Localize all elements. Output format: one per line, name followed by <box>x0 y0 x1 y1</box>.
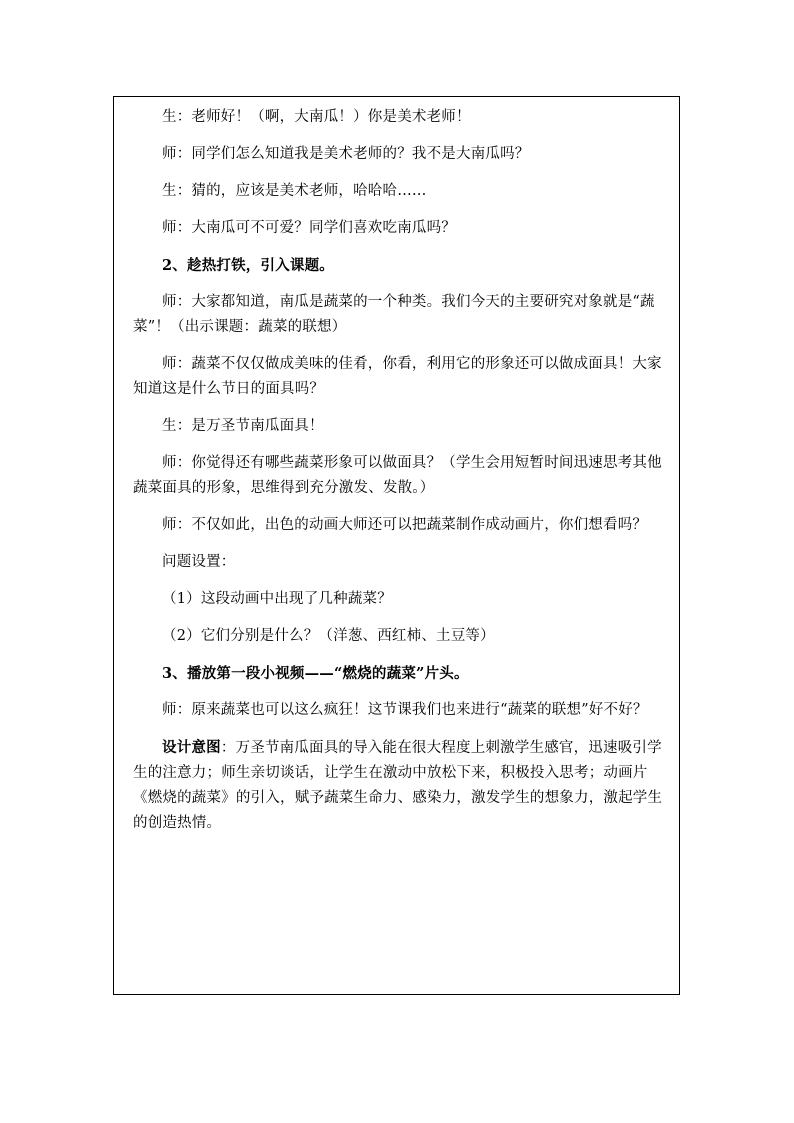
dialogue-line: 生：老师好！（啊，大南瓜！）你是美术老师！ <box>162 109 471 125</box>
lesson-content-box <box>113 96 680 995</box>
design-intent-text: ：万圣节南瓜面具的导入能在很大程度上刺激学生感官，迅速吸引学生的注意力；师生亲切谈话，让学生在激动中放松下来，积极投入思考；动画片《燃烧的蔬菜》的引入，赋予蔬菜生命力、感染力，激发学生的想象力，激起学生的创造热情。 <box>133 740 663 831</box>
section-heading: 3、播放第一段小视频——“燃烧的蔬菜”片头。 <box>162 665 469 682</box>
design-intent-label: 设计意图 <box>162 739 221 756</box>
lesson-text <box>133 105 669 836</box>
question-item: （2）它们分别是什么？（洋葱、西红柿、土豆等） <box>162 628 495 644</box>
dialogue-line: 师：同学们怎么知道我是美术老师的？我不是大南瓜吗？ <box>162 146 530 162</box>
dialogue-line: 生：是万圣节南瓜面具！ <box>162 418 324 434</box>
dialogue-line: 师：大南瓜可不可爱？同学们喜欢吃南瓜吗？ <box>162 220 456 236</box>
dialogue-line: 师：大家都知道，南瓜是蔬菜的一个种类。我们今天的主要研究对象就是“蔬菜”！（出示课题：蔬菜的联想） <box>133 294 655 335</box>
dialogue-line: 师：你觉得还有哪些蔬菜形象可以做面具？（学生会用短暂时间迅速思考其他蔬菜面具的形象，思维得到充分激发、发散。） <box>133 455 662 496</box>
dialogue-line: 生：猜的，应该是美术老师，哈哈哈…… <box>162 183 427 199</box>
question-item: （1）这段动画中出现了几种蔬菜？ <box>162 591 392 607</box>
dialogue-line: 问题设置： <box>162 554 236 570</box>
dialogue-line: 师：蔬菜不仅仅做成美味的佳肴，你看，利用它的形象还可以做成面具！大家知道这是什么节日的面具吗？ <box>133 356 662 397</box>
section-heading: 2、趁热打铁，引入课题。 <box>162 257 334 274</box>
dialogue-line: 师：不仅如此，出色的动画大师还可以把蔬菜制作成动画片，你们想看吗？ <box>162 517 648 533</box>
dialogue-line: 师：原来蔬菜也可以这么疯狂！这节课我们也来进行“蔬菜的联想”好不好？ <box>162 702 648 718</box>
design-intent <box>133 735 669 836</box>
